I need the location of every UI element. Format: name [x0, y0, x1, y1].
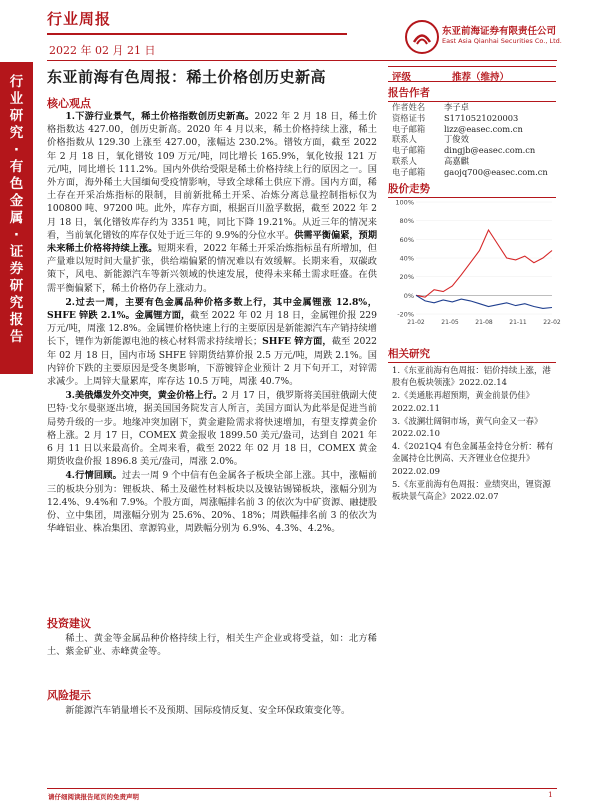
- author-value: 高嘉麒: [444, 155, 469, 166]
- core-paragraph-4: [47, 469, 377, 535]
- series-line: [416, 230, 552, 297]
- report-title: 东亚前海有色周报：稀土价格创历史新高: [47, 68, 327, 86]
- header-rule-bottom: [47, 60, 557, 61]
- y-tick-label: 40%: [399, 254, 414, 263]
- author-value: dingjb@easec.com.cn: [444, 145, 536, 156]
- company-name-cn: 东亚前海证券有限责任公司: [442, 26, 557, 37]
- x-tick-label: 21-05: [441, 319, 459, 326]
- core-p2-lead2: SHFE 锌方面，: [262, 336, 332, 348]
- author-value: lizz@easec.com.cn: [444, 123, 523, 134]
- related-item[interactable]: 4.《2021Q4 有色金属基金持仓分析：稀有金属持仓比例高、天齐锂业仓位提升》2022.02.09: [392, 441, 554, 476]
- author-row: [392, 167, 548, 178]
- header-rule-top: [47, 33, 347, 35]
- author-key: 电子邮箱: [392, 145, 426, 156]
- core-paragraph-2: [47, 296, 377, 388]
- related-item[interactable]: 3.《波澜壮阔铜市场，黄气向金又一春》2022.02.10: [392, 415, 543, 439]
- core-p2-text2: 截至 2022 年 02 月 18 日，国内市场 SHFE 锌期货结算价报 2.5 万元/吨，周跌 2.1%。国内锌价下跌的主要原因是受冬奥影响，下游镀锌企业预计 2 月下旬开工，对锌需求减少。上周锌大量累库，库存达 10.5 万吨，周涨 40.7%。: [47, 336, 378, 388]
- series-line: [416, 295, 552, 308]
- page-number: 1: [548, 790, 553, 799]
- core-p2-text: 截至 2022 年 02 月 18 日，金属锂价报 229 万元/吨，周涨 12.8%。金属锂价格快速上行的主要原因是新能源汽车产销持续增长下，锂作为新能源电池的核心材料需求持续增长；: [47, 310, 377, 348]
- chart-heading: 股价走势: [388, 181, 556, 198]
- core-p1-text: 2022 年 2 月 18 日，稀土价格指数达 427.00，创历史新高。2020 年 4 月以来，稀土价格持续上涨，稀土价格指数从 129.30 上涨至 427.00，涨幅达 230.2%。镨钕方面，截至 2022 年 2 月 18 日，氧化镨钕 109 万元/吨，同比增长 165.9%，氧化钕报 121 万元/吨，同比增长 111.2%。国内外供给受限是稀土价格持续上行的原因之一。国外方面，海外稀土大国缅甸受疫情影响，导致全球稀土供应下滑。国内方面，稀土存在开采冶炼指标的限制，目前新批稀土开采、冶炼分离总量控制指标仅为 100800 吨、97200 吨。此外，库存方面，根据百川盈孚数据，截至 2022 年 2 月 18 日，氧化镨钕库存约为 3351 吨，同比下降 19.21%。从近三年的情况来看，当前氧化镨钕的库存仅处于近三年的 9.9%的分位水平。: [47, 111, 377, 241]
- x-tick-label: 21-02: [407, 319, 425, 326]
- core-body: [47, 110, 377, 537]
- core-paragraph-3: [47, 389, 377, 468]
- author-row: [392, 102, 548, 113]
- core-p3-text: 2 月 17 日，俄罗斯将美国驻俄副大使巴特·戈尔曼驱逐出境，据美国国务院发言人所言，美国方面认为此举是促进当前局势升级的一步。地缘冲突加剧下，黄金避险需求将快速增加，有望支撑黄金价格上涨。2 月 17 日，COMEX 黄金报收 1899.50 美元/盎司，达到自 2021 年 6 月 11 日以来最高价。全周来看，截至 2022 年 02 月 18 日，COMEX 黄金期货收盘价报 1896.8 美元/盎司，周涨 2.0%。: [47, 390, 377, 468]
- footer-disclaimer: 请仔细阅读报告尾页的免责声明: [48, 793, 139, 801]
- related-item[interactable]: 2.《美通胀再超预期，黄金前景仍佳》2022.02.11: [392, 390, 534, 413]
- x-tick-label: 22-02: [543, 319, 561, 326]
- risk-heading: 风险提示: [47, 689, 91, 702]
- author-row: [392, 145, 548, 156]
- company-name-en: East Asia Qianhai Securities Co., Ltd.: [442, 37, 562, 45]
- author-value: gaojq700@easec.com.cn: [444, 166, 548, 177]
- y-tick-label: -20%: [397, 310, 414, 319]
- author-value: 丁俊效: [444, 134, 469, 145]
- y-tick-label: 100%: [395, 198, 414, 207]
- risk-text: 新能源汽车销量增长不及预期、国际疫情反复、安全环保政策变化等。: [65, 705, 351, 716]
- related-item[interactable]: 5.《东亚前海有色周报：业绩突出，锂资源板块景气高企》2022.02.07: [392, 478, 551, 502]
- author-value: S1710521020003: [444, 112, 519, 123]
- report-date: 2022 年 02 月 21 日: [49, 44, 156, 57]
- rating-value: 推荐（维持）: [452, 72, 510, 83]
- y-tick-label: 0%: [403, 291, 414, 300]
- x-tick-label: 21-11: [509, 319, 527, 326]
- risk-body: [47, 704, 377, 718]
- core-p4-lead: 4.行情回顾。: [65, 470, 122, 482]
- core-p4-text: 过去一周 9 个中信有色金属各子板块全部上涨。其中，涨幅前三的板块分别为：锂板块、稀土及磁性材料板块以及镍钴锡锑板块，涨幅分别为 12.4%、9.4%和 7.9%。个股方面，周涨幅排名前 3 的依次为中矿资源、融捷股份、立中集团，周涨幅分别为 25.6%、20%、18%；周跌幅排名前 3 的依次为华峰铝业、株冶集团、章源钨业，周跌幅分别为 6.9%、4.3%、4.2%。: [47, 470, 378, 535]
- core-viewpoint-heading: 核心观点: [47, 97, 91, 110]
- author-row: [392, 124, 548, 135]
- author-key: 联系人: [392, 155, 417, 166]
- core-p1-lead2: 供需平衡偏紧，预期未来稀土价格将持续上涨。: [47, 229, 378, 255]
- report-type: 行业周报: [47, 10, 112, 28]
- x-tick-label: 21-08: [475, 319, 493, 326]
- rating-label: 评级: [392, 72, 412, 83]
- authors-heading: 报告作者: [388, 85, 556, 102]
- author-key: 电子邮箱: [392, 123, 426, 134]
- investment-heading: 投资建议: [47, 617, 91, 630]
- core-p1-text2: 短期来看，2022 年稀土开采冶炼指标虽有所增加，但产量难以短时间大量扩张，供给端偏紧的情况难以有效缓解。长期来看，双碳政策下，风电、新能源汽车等新兴领域的快速发展，使得未来稀土需求旺盛。在供需平衡偏紧下，稀土价格仍存上涨动力。: [47, 243, 377, 294]
- side-band-label: 行业研究·有色金属·证券研究报告: [9, 74, 24, 345]
- core-p1-lead: 1.下游行业景气，稀土价格指数创历史新高。: [65, 111, 255, 122]
- core-p2-lead: 2.过去一周，主要有色金属品种价格多数上行，其中金属锂涨 12.8%，SHFE 锌跌 2.1%。金属锂方面，: [47, 296, 377, 322]
- core-p3-lead: 3.美俄爆发外交冲突，黄金价格上行。: [65, 390, 223, 402]
- author-row: [392, 113, 548, 124]
- rating-box: [388, 66, 556, 82]
- investment-text: 稀土、黄金等金属品种价格持续上行，相关生产企业或将受益，如：北方稀土、紫金矿业、赤峰黄金等。: [47, 633, 377, 658]
- author-key: 电子邮箱: [392, 166, 426, 177]
- author-row: [392, 134, 548, 145]
- related-research-list: [392, 364, 556, 503]
- core-paragraph-1: [47, 110, 377, 295]
- price-trend-chart: [390, 198, 561, 336]
- author-key: 作者姓名: [392, 102, 426, 112]
- investment-body: [47, 632, 377, 659]
- author-table: [392, 102, 548, 178]
- y-tick-label: 20%: [399, 273, 414, 282]
- author-value: 李子卓: [444, 102, 469, 112]
- y-tick-label: 60%: [399, 235, 414, 244]
- footer-rule: [47, 788, 557, 789]
- author-key: 联系人: [392, 134, 417, 145]
- author-key: 资格证书: [392, 112, 426, 123]
- related-heading: 相关研究: [388, 346, 556, 363]
- company-logo-icon: [405, 20, 439, 54]
- author-row: [392, 156, 548, 167]
- related-item[interactable]: 1.《东亚前海有色周报：铝价持续上涨，港股有色板块领涨》2022.02.14: [392, 365, 551, 388]
- y-tick-label: 80%: [399, 217, 414, 226]
